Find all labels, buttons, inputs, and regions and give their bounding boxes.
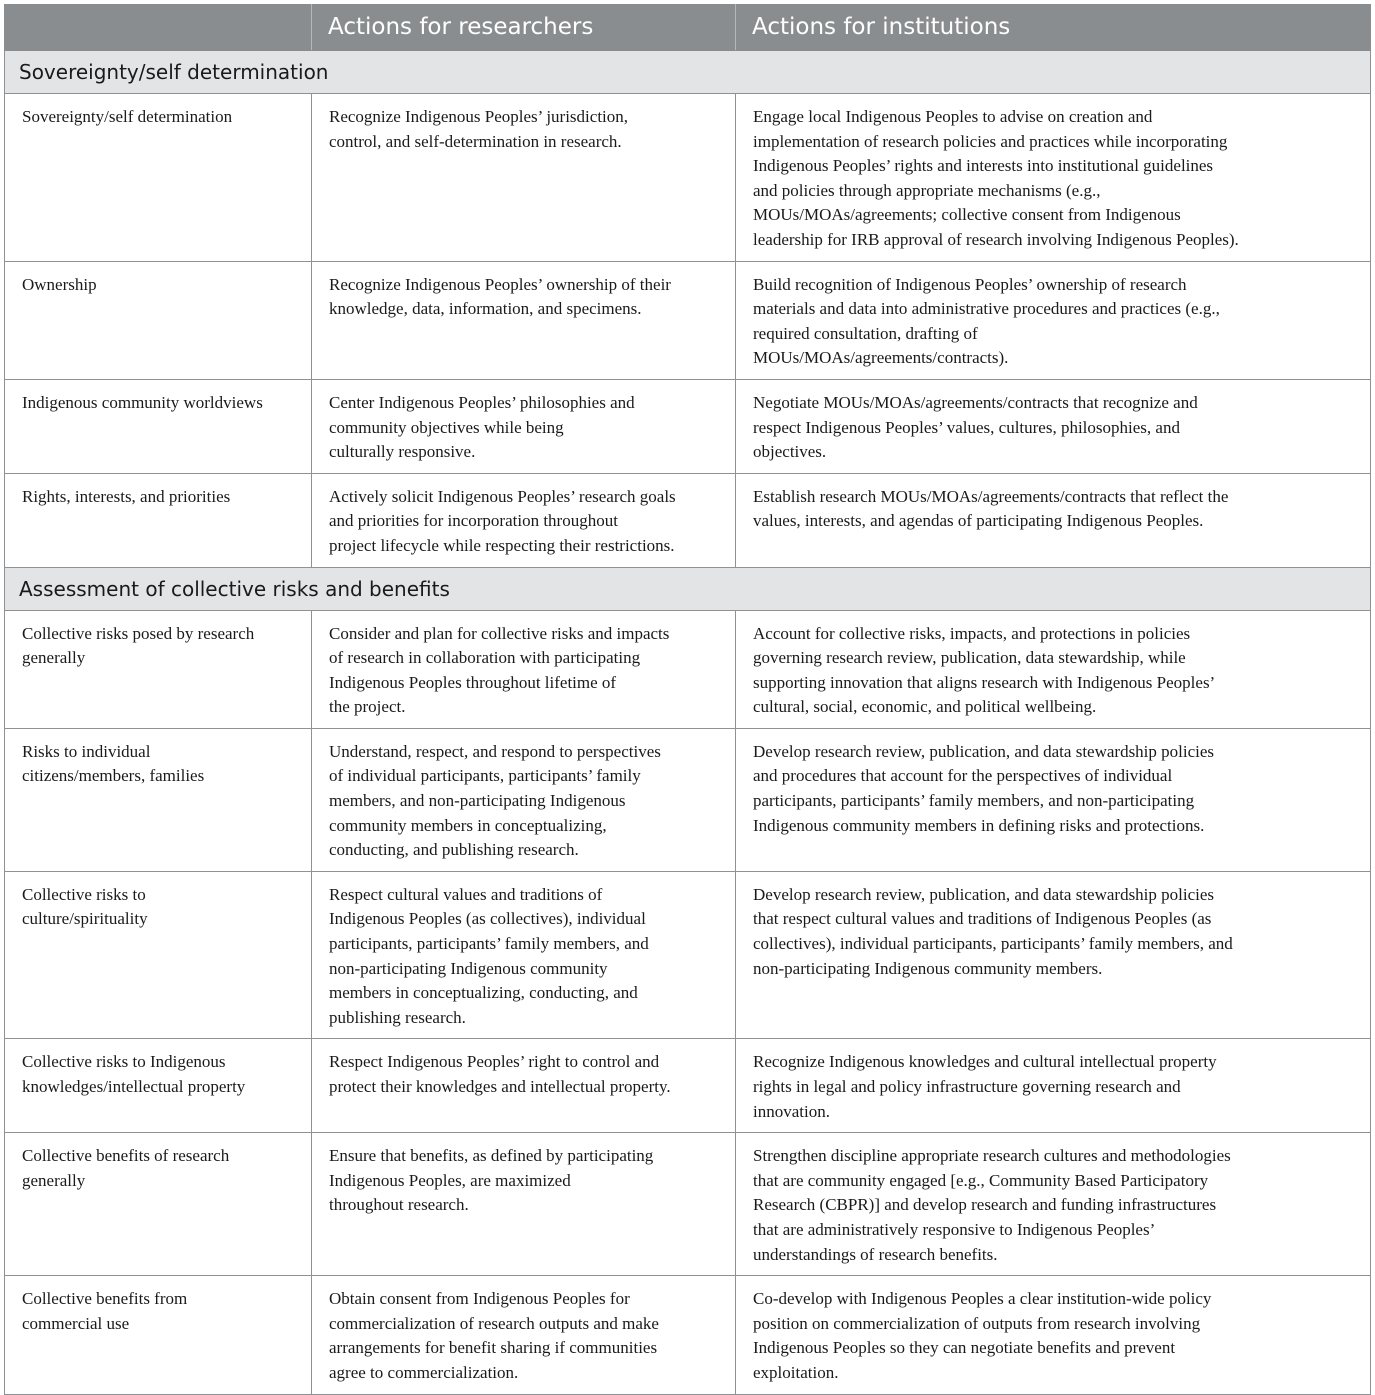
section-row (5, 567, 1371, 610)
researchers-cell: Respect cultural values and traditions of Indigenous Peoples (as collectives), individual participants, participants’ family members, and non-participating Indigenous community members in conceptualizing, conducting, and publishing research. (312, 871, 736, 1039)
researchers-cell: Actively solicit Indigenous Peoples’ research goals and priorities for incorporation throughout project lifecycle while respecting their restrictions. (312, 473, 736, 567)
institutions-cell: Recognize Indigenous knowledges and cultural intellectual property rights in legal and policy infrastructure governing research and innovation. (736, 1039, 1371, 1133)
researchers-cell: Recognize Indigenous Peoples’ jurisdiction, control, and self-determination in research. (312, 94, 736, 262)
researchers-cell: Understand, respect, and respond to perspectives of individual participants, participants’ family members, and non-participating Indigenous community members in conceptualizing, conducting, and publishing research. (312, 728, 736, 871)
table-row (5, 1133, 1371, 1276)
topic-cell: Sovereignty/self determination (5, 94, 312, 262)
header-institutions: Actions for institutions (736, 4, 1371, 51)
researchers-cell: Consider and plan for collective risks and impacts of research in collaboration with participating Indigenous Peoples throughout lifetime of the project. (312, 610, 736, 728)
topic-cell: Collective risks to Indigenous knowledges/intellectual property (5, 1039, 312, 1133)
topic-cell: Collective benefits from commercial use (5, 1276, 312, 1394)
section-row (5, 51, 1371, 94)
topic-cell: Collective benefits of research generally (5, 1133, 312, 1276)
topic-cell: Collective risks to culture/spirituality (5, 871, 312, 1039)
topic-cell: Risks to individual citizens/members, families (5, 728, 312, 871)
institutions-cell: Engage local Indigenous Peoples to advise on creation and implementation of research policies and practices while incorporating Indigenous Peoples’ rights and interests into institutional guidelines and policies through appropriate mechanisms (e.g., MOUs/MOAs/agreements; collective consent from Indigenous leadership for IRB approval of research involving Indigenous Peoples). (736, 94, 1371, 262)
institutions-cell: Develop research review, publication, and data stewardship policies and procedures that account for the perspectives of individual participants, participants’ family members, and non-participating Indigenous community members in defining risks and protections. (736, 728, 1371, 871)
table-row (5, 1039, 1371, 1133)
topic-cell: Indigenous community worldviews (5, 379, 312, 473)
researchers-cell: Ensure that benefits, as defined by participating Indigenous Peoples, are maximized throughout research. (312, 1133, 736, 1276)
institutions-cell: Establish research MOUs/MOAs/agreements/contracts that reflect the values, interests, and agendas of participating Indigenous Peoples. (736, 473, 1371, 567)
researchers-cell: Respect Indigenous Peoples’ right to control and protect their knowledges and intellectual property. (312, 1039, 736, 1133)
header-researchers: Actions for researchers (312, 4, 736, 51)
table-row (5, 610, 1371, 728)
actions-table (4, 4, 1371, 1395)
institutions-cell: Strengthen discipline appropriate research cultures and methodologies that are community engaged [e.g., Community Based Participatory Research (CBPR)] and develop research and funding infrastructures that are administratively responsive to Indigenous Peoples’ understandings of research benefits. (736, 1133, 1371, 1276)
topic-cell: Ownership (5, 261, 312, 379)
institutions-cell: Negotiate MOUs/MOAs/agreements/contracts that recognize and respect Indigenous Peoples’ values, cultures, philosophies, and objectives. (736, 379, 1371, 473)
researchers-cell: Obtain consent from Indigenous Peoples for commercialization of research outputs and make arrangements for benefit sharing if communities agree to commercialization. (312, 1276, 736, 1394)
table-row (5, 94, 1371, 262)
section-title: Sovereignty/self determination (5, 51, 1371, 94)
institutions-cell: Account for collective risks, impacts, and protections in policies governing research review, publication, data stewardship, while supporting innovation that aligns research with Indigenous Peoples’ cultural, social, economic, and political wellbeing. (736, 610, 1371, 728)
table-header-row (5, 4, 1371, 51)
researchers-cell: Center Indigenous Peoples’ philosophies and community objectives while being culturally responsive. (312, 379, 736, 473)
institutions-cell: Develop research review, publication, and data stewardship policies that respect cultural values and traditions of Indigenous Peoples (as collectives), individual participants, participants’ family members, and non-participating Indigenous community members. (736, 871, 1371, 1039)
table-row (5, 728, 1371, 871)
header-topic (5, 4, 312, 51)
institutions-cell: Co-develop with Indigenous Peoples a clear institution-wide policy position on commercialization of outputs from research involving Indigenous Peoples so they can negotiate benefits and prevent exploitation. (736, 1276, 1371, 1394)
topic-cell: Collective risks posed by research generally (5, 610, 312, 728)
table-row (5, 1276, 1371, 1394)
institutions-cell: Build recognition of Indigenous Peoples’ ownership of research materials and data into administrative procedures and practices (e.g., required consultation, drafting of MOUs/MOAs/agreements/contracts). (736, 261, 1371, 379)
table-row (5, 871, 1371, 1039)
researchers-cell: Recognize Indigenous Peoples’ ownership of their knowledge, data, information, and specimens. (312, 261, 736, 379)
table-container (4, 4, 1370, 1395)
table-row (5, 473, 1371, 567)
topic-cell: Rights, interests, and priorities (5, 473, 312, 567)
table-row (5, 379, 1371, 473)
section-title: Assessment of collective risks and benefits (5, 567, 1371, 610)
table-row (5, 261, 1371, 379)
